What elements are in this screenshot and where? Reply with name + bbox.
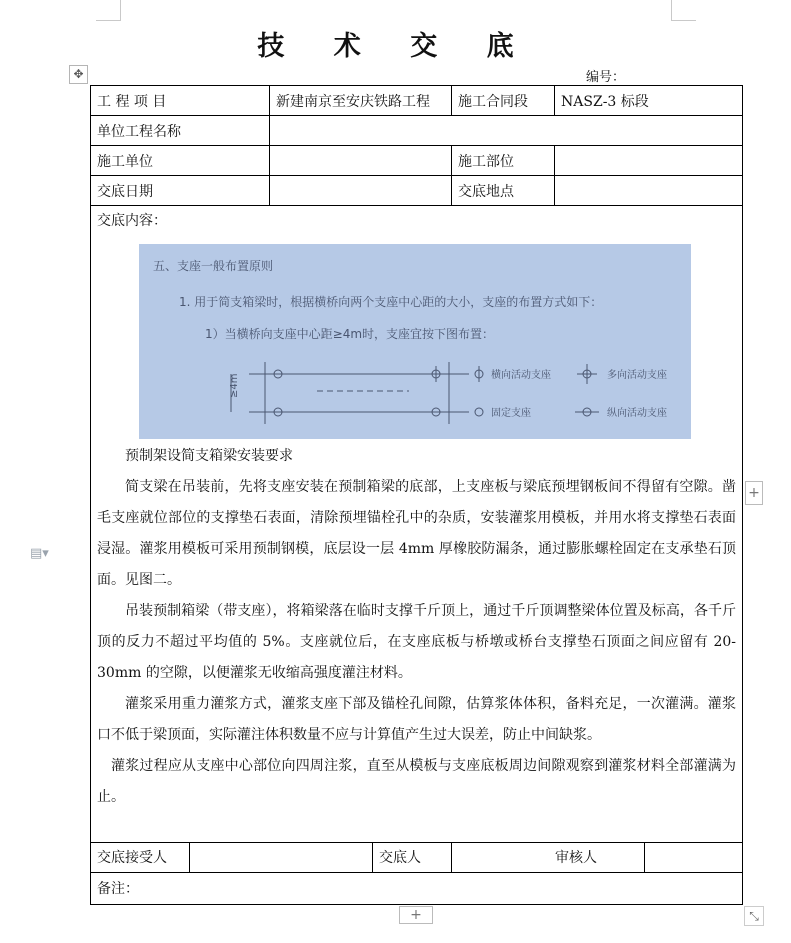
construction-unit-label: 施工单位	[91, 146, 270, 176]
content-paragraph: 吊装预制箱梁（带支座），将箱梁落在临时支撑千斤顶上，通过千斤顶调整梁体位置及标高，各千斤顶的反力不超过平均值的 5%。支座就位后，在支座底板与桥墩或桥台支撑垫石顶面之间应留有 20-30mm 的空隙，以便灌浆无收缩高强度灌注材料。	[97, 603, 737, 682]
reviewer-cell[interactable]	[555, 842, 743, 872]
legend-transverse: 横向活动支座	[491, 370, 551, 382]
unit-project-label: 单位工程名称	[91, 116, 270, 146]
content-paragraph: 灌浆过程应从支座中心部位向四周注浆，直至从模板与支座底板周边间隙观察到灌浆材料全部灌满为止。	[97, 758, 737, 806]
serial-number-label: 编号：	[586, 70, 626, 85]
content-subtitle: 预制架设简支箱梁安装要求	[125, 448, 293, 465]
figure-line-2: 1）当横桥向支座中心距≥4m时，支座宜按下图布置：	[205, 327, 495, 342]
remarks-label: 备注：	[97, 881, 139, 898]
document-title: 技 术 交 底	[257, 31, 534, 62]
contract-value[interactable]: NASZ-3 标段	[555, 86, 743, 116]
unit-project-value[interactable]	[270, 116, 743, 146]
dimension-label: ≥4m	[229, 373, 240, 399]
handover-form-grid	[90, 85, 743, 905]
table-row	[91, 176, 743, 206]
page-corner-mark	[96, 0, 121, 21]
content-cell[interactable]	[91, 206, 743, 843]
document-icon[interactable]: ▤▾	[30, 546, 49, 561]
add-row-plus-icon[interactable]: +	[399, 906, 433, 924]
table-row	[91, 146, 743, 176]
figure-line-1: 1. 用于简支箱梁时，根据横桥向两个支座中心距的大小，支座的布置方式如下：	[179, 295, 603, 310]
page-corner-mark	[671, 0, 696, 21]
table-row	[91, 86, 743, 116]
content-paragraph: 灌浆采用重力灌浆方式，灌浆支座下部及锚栓孔间隙，估算浆体体积，备料充足，一次灌满。灌浆口不低于梁顶面，实际灌注体积数量不应与计算值产生过大误差，防止中间缺浆。	[97, 696, 737, 744]
contract-label: 施工合同段	[452, 86, 555, 116]
resize-icon[interactable]: ⤡	[744, 906, 764, 926]
location-label: 交底地点	[452, 176, 555, 206]
figure-heading: 五、支座一般布置原则	[153, 259, 274, 274]
date-value[interactable]	[270, 176, 452, 206]
construction-unit-value[interactable]	[270, 146, 452, 176]
figure-drawing	[139, 244, 691, 439]
content-body	[97, 441, 736, 813]
construction-part-label: 施工部位	[452, 146, 555, 176]
table-row	[91, 206, 743, 843]
receiver-value[interactable]	[190, 842, 373, 872]
bearing-layout-figure	[139, 244, 691, 439]
add-column-plus-icon[interactable]: +	[745, 481, 763, 505]
project-label: 工 程 项 目	[91, 86, 270, 116]
project-value[interactable]: 新建南京至安庆铁路工程	[270, 86, 452, 116]
legend-fixed: 固定支座	[491, 408, 531, 420]
table-row	[91, 116, 743, 146]
location-value[interactable]	[555, 176, 743, 206]
giver-label: 交底人	[373, 842, 452, 872]
table-row	[91, 872, 743, 904]
content-paragraph: 简支梁在吊装前，先将支座安装在预制箱梁的底部，上支座板与梁底预埋钢板间不得留有空隙。凿毛支座就位部位的支撑垫石表面，清除预埋锚栓孔中的杂质，安装灌浆用模板，并用水将支撑垫石表面浸湿。灌浆用模板可采用预制钢模，底层设一层 4mm 厚橡胶防漏条，通过膨胀螺栓固定在支承垫石顶面。见图二。	[97, 479, 737, 589]
move-arrows-icon[interactable]: ✥	[69, 65, 88, 84]
content-label: 交底内容：	[97, 213, 167, 230]
reviewer-label: 审核人	[555, 850, 598, 867]
legend-longitudinal: 纵向活动支座	[607, 408, 667, 420]
table-row	[91, 842, 743, 872]
date-label: 交底日期	[91, 176, 270, 206]
construction-part-value[interactable]	[555, 146, 743, 176]
legend-multi-direction: 多向活动支座	[607, 370, 667, 382]
giver-value[interactable]	[452, 842, 645, 872]
remarks-cell[interactable]	[91, 872, 743, 904]
receiver-label: 交底接受人	[91, 842, 190, 872]
